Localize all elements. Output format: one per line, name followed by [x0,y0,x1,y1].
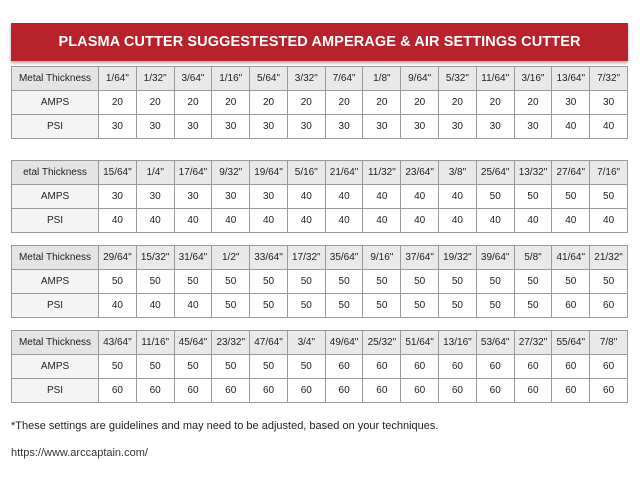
amps-row-cell: 20 [363,91,401,115]
amps-row-cell: 30 [590,91,628,115]
settings-table-4 [11,330,628,403]
amps-row-cell: 50 [590,270,628,294]
psi-row-cell: 60 [325,379,363,403]
psi-row-cell: 40 [287,209,325,233]
psi-row-label: PSI [12,115,99,139]
psi-row-cell: 40 [212,209,250,233]
source-url[interactable]: https://www.arccaptain.com/ [11,447,148,459]
psi-row-cell: 40 [325,209,363,233]
psi-row-cell: 60 [136,379,174,403]
amps-row-cell: 50 [439,270,477,294]
psi-row [12,115,628,139]
psi-row-cell: 40 [174,209,212,233]
thickness-row-cell: 3/16" [514,67,552,91]
amps-row-cell: 40 [439,185,477,209]
thickness-row-cell: 55/64" [552,331,590,355]
amps-row-cell: 60 [552,355,590,379]
amps-row-cell: 50 [552,185,590,209]
thickness-row-cell: 25/64" [476,161,514,185]
thickness-row-cell: 15/64" [99,161,137,185]
settings-table-2 [11,160,628,233]
thickness-row-cell: 1/4" [136,161,174,185]
thickness-row-cell: 27/32" [514,331,552,355]
thickness-row-cell: 11/32" [363,161,401,185]
thickness-row-cell: 23/32" [212,331,250,355]
amps-row-cell: 60 [476,355,514,379]
psi-row-cell: 30 [136,115,174,139]
amps-row-cell: 50 [476,270,514,294]
amps-row-cell: 30 [99,185,137,209]
thickness-row-cell: 9/32" [212,161,250,185]
thickness-row-cell: 21/64" [325,161,363,185]
amps-row [12,185,628,209]
amps-row-cell: 20 [401,91,439,115]
psi-row-cell: 40 [590,209,628,233]
psi-row [12,294,628,318]
amps-row-label: AMPS [12,91,99,115]
psi-row-cell: 60 [287,379,325,403]
thickness-row-cell: 3/4" [287,331,325,355]
amps-row [12,270,628,294]
psi-row-cell: 50 [514,294,552,318]
amps-row-cell: 50 [287,355,325,379]
amps-row-cell: 40 [363,185,401,209]
psi-row-cell: 50 [476,294,514,318]
psi-row-cell: 40 [552,115,590,139]
amps-row-cell: 20 [476,91,514,115]
footnote: *These settings are guidelines and may need to be adjusted, based on your techniques. [11,420,439,432]
psi-row-cell: 30 [174,115,212,139]
amps-row-cell: 50 [99,270,137,294]
amps-row-cell: 50 [136,355,174,379]
psi-row-cell: 40 [99,209,137,233]
psi-row-cell: 40 [250,209,288,233]
psi-row-cell: 50 [212,294,250,318]
amps-row-cell: 30 [212,185,250,209]
thickness-row-cell: 11/16" [136,331,174,355]
psi-row-cell: 60 [590,294,628,318]
thickness-row-cell: 13/32" [514,161,552,185]
psi-row-cell: 60 [212,379,250,403]
amps-row-label: AMPS [12,185,99,209]
psi-row-cell: 60 [250,379,288,403]
amps-row-cell: 50 [552,270,590,294]
amps-row-cell: 60 [514,355,552,379]
psi-row-cell: 40 [136,209,174,233]
psi-row-cell: 30 [250,115,288,139]
amps-row-cell: 50 [514,270,552,294]
amps-row-cell: 60 [401,355,439,379]
psi-row-cell: 40 [439,209,477,233]
thickness-row-cell: 1/2" [212,246,250,270]
psi-row-cell: 50 [401,294,439,318]
amps-row-cell: 20 [250,91,288,115]
psi-row-cell: 40 [174,294,212,318]
thickness-row-label: Metal Thickness [12,331,99,355]
psi-row-cell: 60 [552,294,590,318]
psi-row-cell: 50 [439,294,477,318]
thickness-row-cell: 41/64" [552,246,590,270]
thickness-row-label: Metal Thickness [12,67,99,91]
thickness-row-cell: 5/8" [514,246,552,270]
amps-row-cell: 40 [287,185,325,209]
amps-row-cell: 50 [212,270,250,294]
thickness-row-cell: 33/64" [250,246,288,270]
thickness-row-cell: 29/64" [99,246,137,270]
amps-row-cell: 20 [136,91,174,115]
psi-row-cell: 30 [325,115,363,139]
thickness-row-cell: 9/16" [363,246,401,270]
amps-row-cell: 60 [590,355,628,379]
thickness-row-cell: 19/64" [250,161,288,185]
psi-row-cell: 60 [363,379,401,403]
thickness-row-cell: 5/64" [250,67,288,91]
amps-row-label: AMPS [12,270,99,294]
amps-row-cell: 60 [363,355,401,379]
thickness-row-cell: 45/64" [174,331,212,355]
amps-row-cell: 50 [476,185,514,209]
thickness-row-cell: 3/64" [174,67,212,91]
amps-row-cell: 20 [287,91,325,115]
thickness-row-label: Metal Thickness [12,246,99,270]
psi-row-cell: 60 [590,379,628,403]
amps-row-cell: 50 [514,185,552,209]
amps-row-cell: 60 [325,355,363,379]
thickness-row-cell: 23/64" [401,161,439,185]
thickness-row-cell: 5/32" [439,67,477,91]
amps-row-cell: 30 [250,185,288,209]
psi-row-cell: 30 [99,115,137,139]
psi-row-cell: 40 [363,209,401,233]
amps-row-cell: 50 [212,355,250,379]
thickness-row-cell: 53/64" [476,331,514,355]
thickness-row-cell: 7/64" [325,67,363,91]
thickness-row-cell: 31/64" [174,246,212,270]
amps-row-cell: 50 [99,355,137,379]
psi-row-cell: 40 [552,209,590,233]
amps-row-cell: 50 [250,355,288,379]
psi-row-label: PSI [12,209,99,233]
psi-row-cell: 50 [363,294,401,318]
thickness-row-cell: 3/32" [287,67,325,91]
amps-row-label: AMPS [12,355,99,379]
amps-row-cell: 20 [439,91,477,115]
psi-row-cell: 50 [250,294,288,318]
thickness-row-cell: 13/64" [552,67,590,91]
thickness-row-cell: 1/64" [99,67,137,91]
amps-row-cell: 30 [174,185,212,209]
psi-row-cell: 60 [514,379,552,403]
thickness-row-cell: 35/64" [325,246,363,270]
amps-row-cell: 20 [174,91,212,115]
amps-row-cell: 20 [99,91,137,115]
thickness-row-cell: 39/64" [476,246,514,270]
psi-row-cell: 30 [363,115,401,139]
psi-row-cell: 60 [174,379,212,403]
thickness-row-cell: 25/32" [363,331,401,355]
thickness-row-cell: 1/8" [363,67,401,91]
psi-row-label: PSI [12,379,99,403]
thickness-row-cell: 43/64" [99,331,137,355]
amps-row-cell: 20 [212,91,250,115]
psi-row-cell: 40 [136,294,174,318]
thickness-row-cell: 7/8" [590,331,628,355]
amps-row-cell: 50 [174,270,212,294]
thickness-row [12,246,628,270]
thickness-row-cell: 3/8" [439,161,477,185]
thickness-row-cell: 21/32" [590,246,628,270]
amps-row [12,355,628,379]
settings-table-1 [11,66,628,139]
psi-row-cell: 40 [99,294,137,318]
psi-row [12,209,628,233]
amps-row-cell: 50 [363,270,401,294]
thickness-row-cell: 51/64" [401,331,439,355]
psi-row-label: PSI [12,294,99,318]
psi-row-cell: 60 [552,379,590,403]
psi-row-cell: 40 [401,209,439,233]
amps-row-cell: 40 [325,185,363,209]
thickness-row-cell: 1/16" [212,67,250,91]
psi-row-cell: 50 [287,294,325,318]
amps-row-cell: 30 [552,91,590,115]
psi-row-cell: 40 [590,115,628,139]
thickness-row-cell: 37/64" [401,246,439,270]
psi-row-cell: 30 [439,115,477,139]
psi-row-cell: 30 [212,115,250,139]
thickness-row [12,161,628,185]
psi-row-cell: 30 [476,115,514,139]
psi-row-cell: 60 [401,379,439,403]
thickness-row-cell: 11/64" [476,67,514,91]
thickness-row-cell: 5/16" [287,161,325,185]
thickness-row-cell: 13/16" [439,331,477,355]
amps-row-cell: 50 [287,270,325,294]
thickness-row-cell: 1/32" [136,67,174,91]
psi-row-cell: 50 [325,294,363,318]
psi-row [12,379,628,403]
thickness-row-cell: 9/64" [401,67,439,91]
thickness-row-cell: 27/64" [552,161,590,185]
psi-row-cell: 30 [287,115,325,139]
psi-row-cell: 40 [476,209,514,233]
amps-row-cell: 40 [401,185,439,209]
thickness-row-cell: 7/16" [590,161,628,185]
chart-title-banner: PLASMA CUTTER SUGGESTESTED AMPERAGE & AIR SETTINGS CUTTER [11,23,628,61]
amps-row-cell: 60 [439,355,477,379]
psi-row-cell: 40 [514,209,552,233]
amps-row [12,91,628,115]
thickness-row-cell: 17/32" [287,246,325,270]
thickness-row [12,67,628,91]
amps-row-cell: 30 [136,185,174,209]
psi-row-cell: 60 [476,379,514,403]
amps-row-cell: 50 [136,270,174,294]
thickness-row-cell: 17/64" [174,161,212,185]
psi-row-cell: 60 [439,379,477,403]
thickness-row-label: etal Thickness [12,161,99,185]
amps-row-cell: 50 [250,270,288,294]
psi-row-cell: 30 [401,115,439,139]
thickness-row-cell: 19/32" [439,246,477,270]
thickness-row-cell: 7/32" [590,67,628,91]
amps-row-cell: 50 [174,355,212,379]
thickness-row-cell: 47/64" [250,331,288,355]
amps-row-cell: 50 [325,270,363,294]
thickness-row [12,331,628,355]
amps-row-cell: 20 [325,91,363,115]
psi-row-cell: 30 [514,115,552,139]
amps-row-cell: 50 [590,185,628,209]
amps-row-cell: 20 [514,91,552,115]
thickness-row-cell: 15/32" [136,246,174,270]
settings-table-3 [11,245,628,318]
psi-row-cell: 60 [99,379,137,403]
thickness-row-cell: 49/64" [325,331,363,355]
amps-row-cell: 50 [401,270,439,294]
